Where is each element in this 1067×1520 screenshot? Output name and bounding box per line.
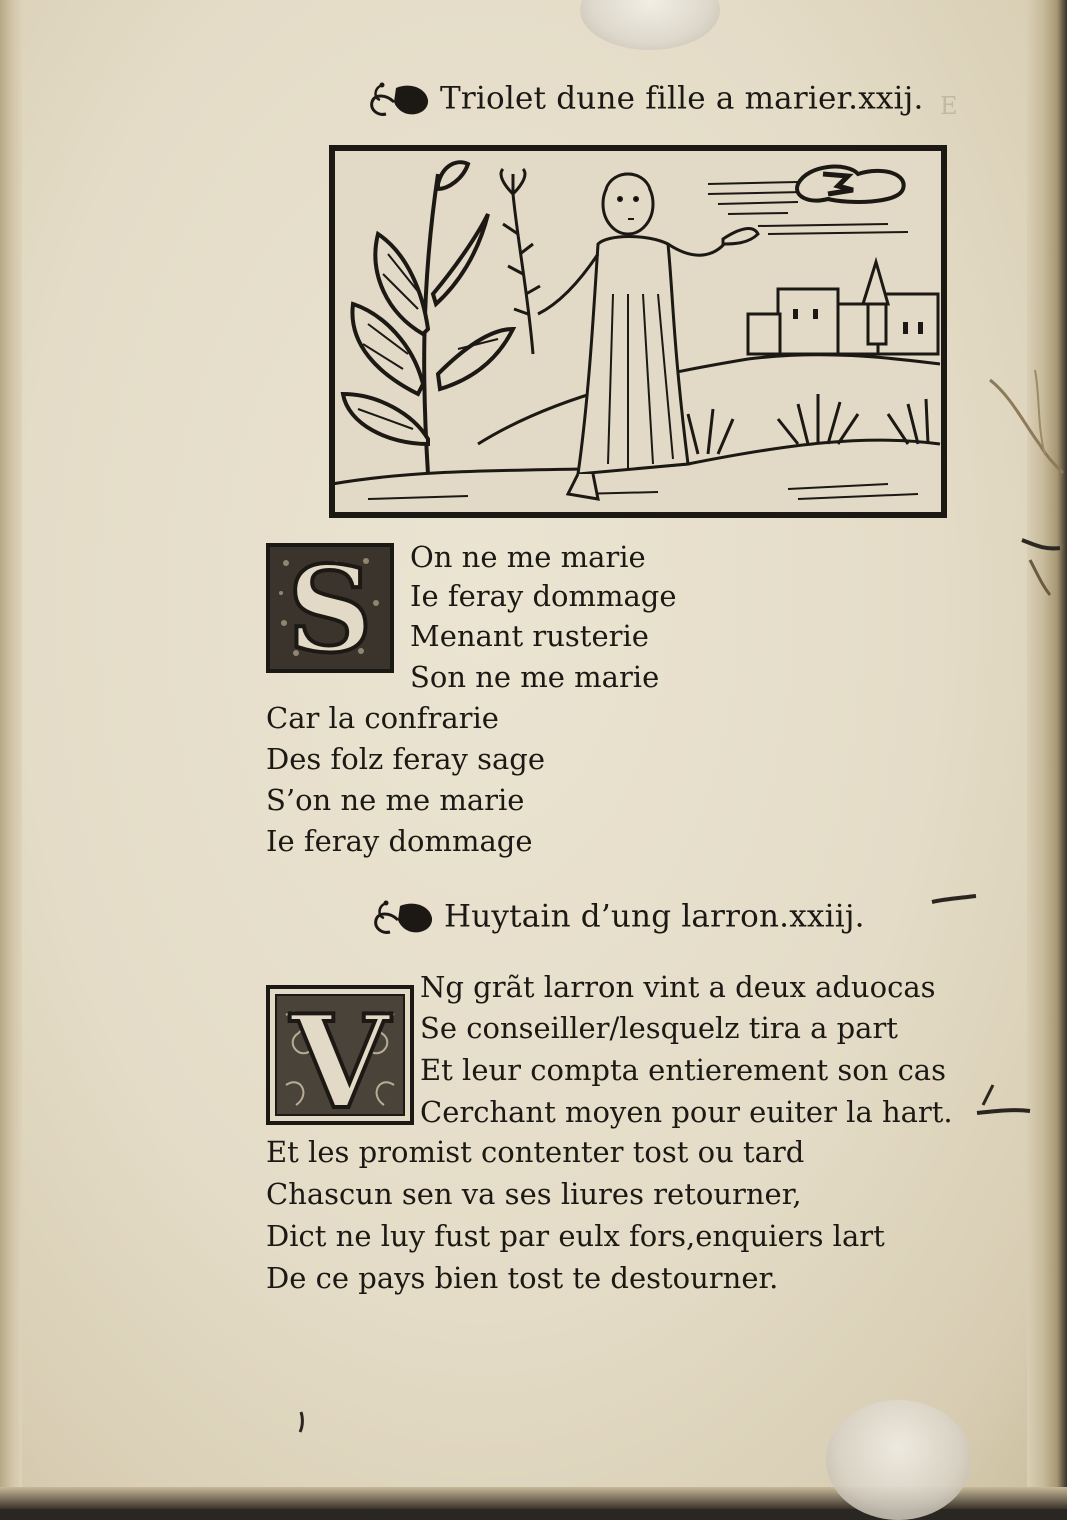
poem2-line: Chascun sen va ses liures retourner, xyxy=(266,1177,802,1211)
poem1-heading: Triolet dune fille a marier.xxij. xyxy=(440,80,924,117)
poem2-heading-row xyxy=(370,898,865,938)
initial-s-letter: S xyxy=(287,543,373,673)
binding-gutter xyxy=(1027,0,1067,1509)
poem1-line: S’on ne me marie xyxy=(266,783,525,817)
poem2-line: De ce pays bien tost te destourner. xyxy=(266,1261,779,1295)
page-clip-bottom xyxy=(826,1400,971,1520)
poem2-line: Se conseiller/lesquelz tira a part xyxy=(420,1011,898,1045)
ink-mark xyxy=(930,890,980,910)
initial-v-letter: V xyxy=(290,988,390,1125)
page-clip-top xyxy=(580,0,720,50)
poem1-line: On ne me marie xyxy=(410,540,646,574)
fleuron-icon xyxy=(366,80,432,120)
poem2-heading: Huytain d’ung larron.xxiij. xyxy=(444,898,865,935)
poem1-line: Car la confrarie xyxy=(266,701,499,735)
poem1-line: Menant rusterie xyxy=(410,619,649,653)
initial-s-ornament xyxy=(266,543,394,673)
binding-thread xyxy=(985,365,1065,485)
poem1-line: Ie feray dommage xyxy=(266,824,533,858)
poem2-line: Ng grãt larron vint a deux aduocas xyxy=(420,970,936,1004)
poem2-line: Cerchant moyen pour euiter la hart. xyxy=(420,1095,953,1129)
poem1-line: Ie feray dommage xyxy=(410,579,677,613)
poem2-line: Et les promist contenter tost ou tard xyxy=(266,1135,805,1169)
ink-mark xyxy=(975,1075,1035,1125)
woodcut-illustration xyxy=(328,144,948,519)
binding-thread xyxy=(1020,520,1065,600)
poem1-line: Son ne me marie xyxy=(410,660,660,694)
poem2-line: Et leur compta entierement son cas xyxy=(420,1053,946,1087)
initial-v-ornament xyxy=(266,985,414,1125)
poem2-line: Dict ne luy fust par eulx fors,enquiers lart xyxy=(266,1219,885,1253)
page-stack-left-edge xyxy=(0,0,22,1509)
fleuron-icon xyxy=(370,898,436,938)
poem1-line: Des folz feray sage xyxy=(266,742,546,776)
poem1-heading-row xyxy=(366,80,924,120)
ink-mark xyxy=(296,1410,306,1434)
show-through-text: E xyxy=(940,92,958,120)
